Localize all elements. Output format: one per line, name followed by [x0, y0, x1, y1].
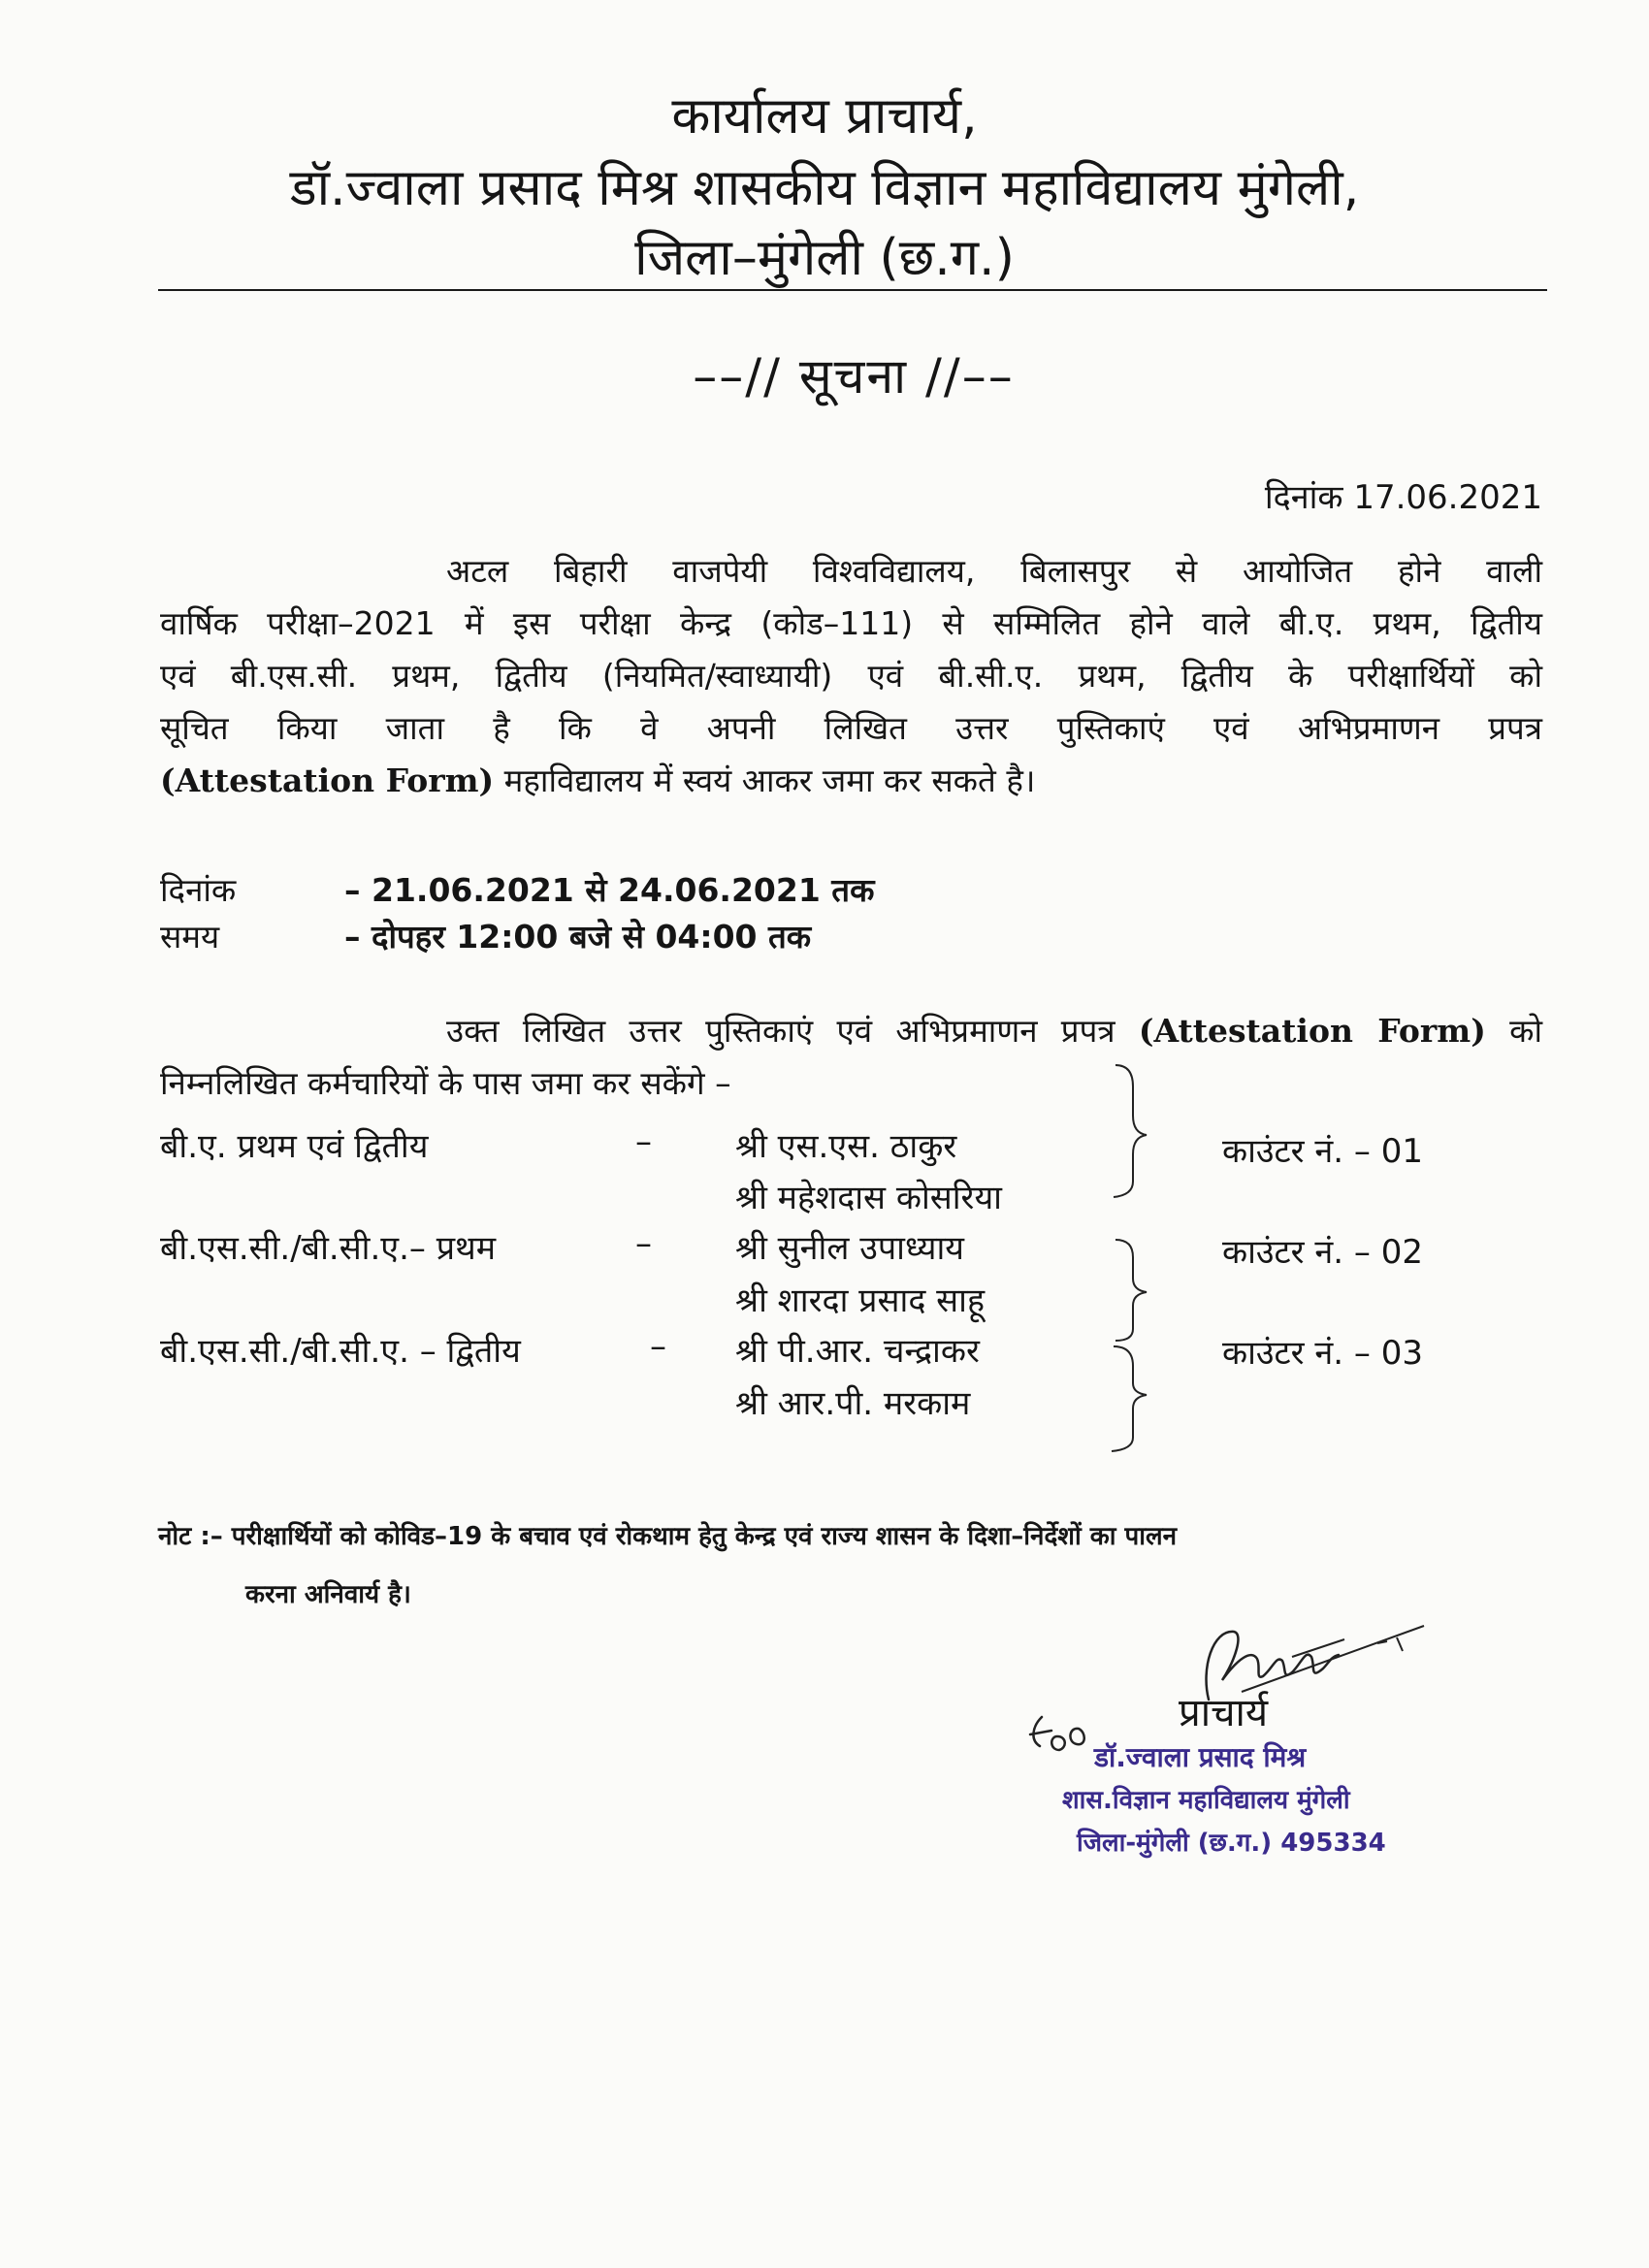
date-range: – 21.06.2021 से 24.06.2021 तक: [344, 871, 875, 909]
staff-name: श्री सुनील उपाध्याय: [735, 1229, 964, 1268]
stamp-name: डॉ.ज्वाला प्रसाद मिश्र: [1094, 1741, 1307, 1773]
date-label: दिनांक: [160, 871, 237, 909]
signature-block: [1018, 1591, 1465, 1882]
notice-heading: ––// सूचना //––: [693, 348, 1015, 405]
header-rule: [158, 289, 1547, 291]
college-name: डॉ.ज्वाला प्रसाद मिश्र शासकीय विज्ञान महाविद्यालय मुंगेली,: [289, 159, 1360, 217]
paragraph-line: निम्नलिखित कर्मचारियों के पास जमा कर सकेंगे –: [160, 1064, 731, 1102]
counter-number-1: काउंटर नं. – 01: [1222, 1132, 1423, 1171]
brace-3: [1112, 1346, 1147, 1451]
note-line-2: करना अनिवार्य है।: [245, 1580, 411, 1609]
counter-number-3: काउंटर नं. – 03: [1222, 1334, 1423, 1373]
brace-1: [1114, 1065, 1147, 1197]
counter-dash-3: –: [650, 1327, 666, 1366]
paragraph-line: अटल बिहारी वाजपेयी विश्वविद्यालय, बिलासपुर से आयोजित होने वाली: [446, 552, 1542, 590]
note-line-1: नोट :– परीक्षार्थियों को कोविड–19 के बचाव एवं रोकथाम हेतु केन्द्र एवं राज्य शासन के दिशा–निर्देशों का पालन: [158, 1522, 1178, 1551]
counter-class-1: बी.ए. प्रथम एवं द्वितीय: [160, 1127, 429, 1166]
stamp-district: जिला-मुंगेली (छ.ग.) 495334: [1077, 1829, 1386, 1858]
paragraph-line: [160, 1005, 1542, 1057]
grouping-braces: [1096, 1057, 1154, 1465]
counter-class-2: बी.एस.सी./बी.सी.ए.– प्रथम: [160, 1229, 497, 1268]
staff-name: श्री आर.पी. मरकाम: [735, 1384, 971, 1423]
district-name: जिला–मुंगेली (छ.ग.): [634, 229, 1015, 287]
paragraph-intro: [160, 545, 1542, 807]
paragraph-line-last: [160, 755, 1542, 807]
stamp-college: शास.विज्ञान महाविद्यालय मुंगेली: [1062, 1786, 1350, 1815]
counter-number-2: काउंटर नं. – 02: [1222, 1233, 1423, 1272]
issue-date: दिनांक 17.06.2021: [1264, 478, 1542, 517]
staff-name: श्री महेशदास कोसरिया: [735, 1179, 1002, 1217]
paragraph-line: सूचित किया जाता है कि वे अपनी लिखित उत्तर पुस्तिकाएं एवं अभिप्रमाणन प्रपत्र: [160, 709, 1542, 747]
submit-line-start: उक्त लिखित उत्तर पुस्तिकाएं एवं अभिप्रमाणन प्रपत्र: [446, 1012, 1116, 1050]
counter-dash-2: –: [635, 1224, 652, 1263]
staff-name: श्री पी.आर. चन्द्राकर: [735, 1332, 980, 1371]
staff-name: श्री एस.एस. ठाकुर: [735, 1127, 957, 1166]
attestation-form-label: (Attestation Form): [160, 761, 495, 799]
counter-dash-1: –: [635, 1122, 652, 1161]
paragraph-line-rest: महाविद्यालय में स्वयं आकर जमा कर सकते है।: [494, 761, 1036, 799]
time-range: – दोपहर 12:00 बजे से 04:00 तक: [344, 918, 812, 956]
office-title: कार्यालय प्राचार्य,: [671, 87, 978, 146]
time-label: समय: [160, 918, 220, 956]
counter-class-3: बी.एस.सी./बी.सी.ए. – द्वितीय: [160, 1332, 521, 1371]
paragraph-line: एवं बी.एस.सी. प्रथम, द्वितीय (नियमित/स्वाध्यायी) एवं बी.सी.ए. प्रथम, द्वितीय के परीक्षार्थियों को: [160, 657, 1542, 695]
brace-2: [1116, 1240, 1147, 1341]
submit-line-end: को: [1509, 1012, 1543, 1050]
attestation-form-label: (Attestation Form): [1138, 1012, 1486, 1050]
designation: प्राचार्य: [1179, 1691, 1269, 1735]
paragraph-line: वार्षिक परीक्षा–2021 में इस परीक्षा केन्द्र (कोड–111) से सम्मिलित होने वाले बी.ए. प्रथम, द्वितीय: [160, 604, 1542, 642]
paragraph-submit: [160, 1005, 1542, 1110]
handwritten-for: For: [1073, 1782, 1077, 1784]
staff-name: श्री शारदा प्रसाद साहू: [735, 1281, 986, 1320]
